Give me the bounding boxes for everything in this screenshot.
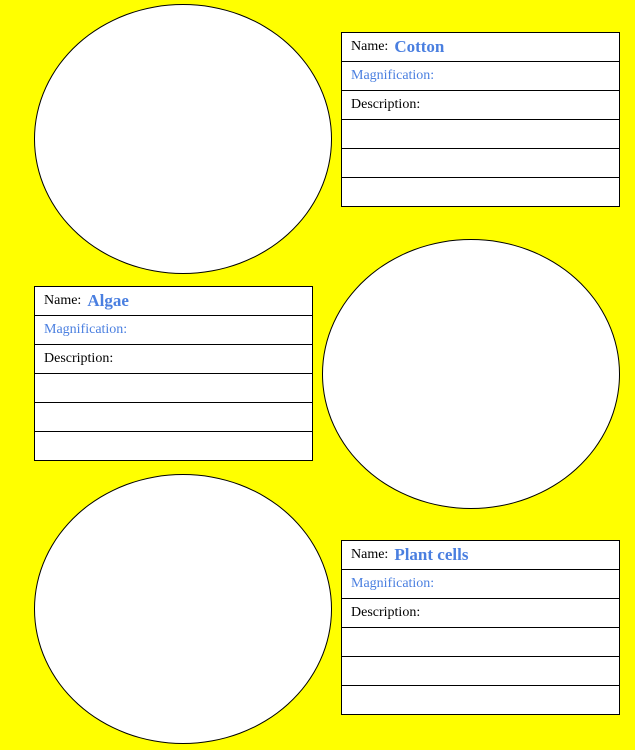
specimen-name: Cotton: [394, 37, 445, 56]
description-line[interactable]: [342, 657, 619, 686]
description-line[interactable]: [342, 628, 619, 657]
magnification-row[interactable]: [342, 570, 619, 599]
description-line[interactable]: [342, 120, 619, 149]
magnification-label: Magnification:: [44, 322, 128, 337]
name-row: [342, 33, 619, 62]
specimen-card-cotton: [341, 32, 620, 207]
magnification-label: Magnification:: [351, 68, 435, 83]
specimen-card-plant-cells: [341, 540, 620, 715]
specimen-drawing-circle-plant-cells[interactable]: [34, 474, 332, 744]
name-row: [35, 287, 312, 316]
magnification-row[interactable]: [342, 62, 619, 91]
name-label: Name:: [351, 547, 389, 562]
magnification-row[interactable]: [35, 316, 312, 345]
name-row: [342, 541, 619, 570]
description-label: Description:: [351, 605, 421, 620]
description-line[interactable]: [342, 149, 619, 178]
description-line[interactable]: [35, 403, 312, 432]
specimen-drawing-circle-algae[interactable]: [322, 239, 620, 509]
description-label: Description:: [351, 97, 421, 112]
specimen-drawing-circle-cotton[interactable]: [34, 4, 332, 274]
specimen-name: Plant cells: [394, 545, 469, 564]
description-row[interactable]: [342, 599, 619, 628]
specimen-card-algae: [34, 286, 313, 461]
description-line[interactable]: [342, 178, 619, 206]
description-line[interactable]: [342, 686, 619, 714]
description-row[interactable]: [35, 345, 312, 374]
description-line[interactable]: [35, 432, 312, 460]
magnification-label: Magnification:: [351, 576, 435, 591]
name-label: Name:: [44, 293, 82, 308]
description-row[interactable]: [342, 91, 619, 120]
description-line[interactable]: [35, 374, 312, 403]
description-label: Description:: [44, 351, 114, 366]
name-label: Name:: [351, 39, 389, 54]
specimen-name: Algae: [87, 291, 129, 310]
